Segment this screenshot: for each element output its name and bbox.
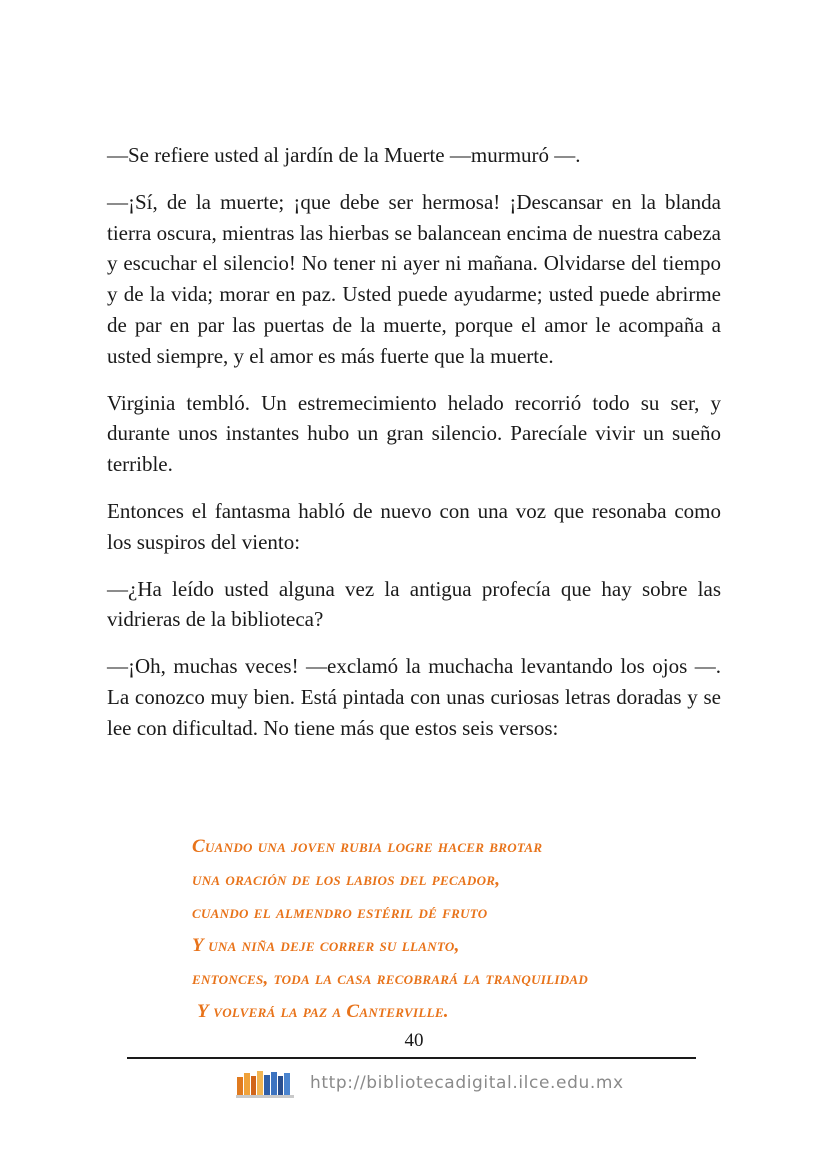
verse-line-1: Cuando una joven rubia logre hacer brotar — [192, 836, 543, 857]
paragraph-6: —¡Oh, muchas veces! —exclamó la muchacha levantando los ojos —. La conozco muy bien. Está pintada con unas curiosas letras doradas y se lee con dificultad. No tiene más que estos seis versos: — [107, 654, 721, 740]
footer — [236, 1066, 624, 1100]
paragraph-1: —Se refiere usted al jardín de la Muerte —murmuró —. — [107, 143, 581, 167]
verse-line-4: Y una niña deje correr su llanto, — [192, 935, 460, 956]
books-logo-icon — [236, 1067, 300, 1099]
verse-line-2: una oración de los labios del pecador, — [192, 869, 501, 890]
paragraph-2: —¡Sí, de la muerte; ¡que debe ser hermosa! ¡Descansar en la blanda tierra oscura, mientras las hierbas se balancean encima de nuestra cabeza y escuchar el silencio! No tener ni ayer ni mañana. Olvidarse del tiempo y de la vida; morar en paz. Usted puede ayudarme; usted puede abrirme de par en par las puertas de la muerte, porque el amor le acompaña a usted siempre, y el amor es más fuerte que la muerte. — [107, 189, 721, 368]
paragraph-3: Virginia tembló. Un estremecimiento helado recorrió todo su ser, y durante unos instantes hubo un gran silencio. Parecíale vivir un sueño terrible. — [107, 390, 721, 477]
footer-url-link[interactable]: http://bibliotecadigital.ilce.edu.mx — [310, 1073, 624, 1093]
verse-line-3: cuando el almendro estéril dé fruto — [192, 902, 488, 923]
verse-line-6: Y volverá la paz a Canterville. — [197, 1001, 449, 1022]
body-text — [107, 140, 721, 760]
paragraph-4: Entonces el fantasma habló de nuevo con una voz que resonaba como los suspiros del viento: — [107, 498, 721, 554]
prophecy-verse — [192, 830, 732, 1028]
verse-line-5: entonces, toda la casa recobrará la tranquilidad — [192, 968, 589, 989]
footer-divider — [127, 1057, 696, 1059]
paragraph-5: —¿Ha leído usted alguna vez la antigua profecía que hay sobre las vidrieras de la biblioteca? — [107, 576, 721, 632]
page-number: 40 — [404, 1030, 424, 1051]
